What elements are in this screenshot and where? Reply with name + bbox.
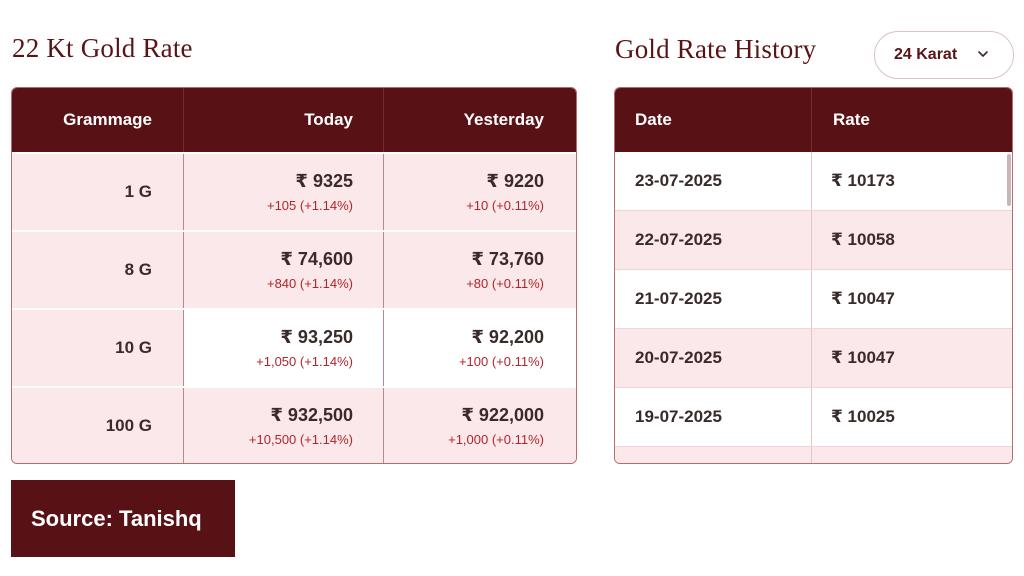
table-row [12,230,576,308]
history-rate-empty [812,447,1012,464]
history-header [615,88,1012,152]
today-change: +10,500 (+1.14%) [248,432,353,447]
today-price: ₹ 932,500 [270,405,353,425]
history-rate: ₹ 10047 [831,348,895,367]
grammage-cell: 10 G [12,310,184,386]
yesterday-price: ₹ 92,200 [471,327,544,347]
yesterday-change: +80 (+0.11%) [466,276,544,291]
history-date-empty [615,447,812,464]
today-change: +1,050 (+1.14%) [256,354,353,369]
today-price: ₹ 93,250 [280,327,353,347]
grammage-cell: 1 G [12,154,184,230]
yesterday-price: ₹ 9220 [486,171,544,191]
today-cell [184,154,384,230]
karat-dropdown[interactable] [874,31,1014,79]
history-row [615,152,1012,211]
chevron-down-icon [975,46,991,62]
rate-history-title: Gold Rate History [615,34,817,64]
yesterday-price: ₹ 922,000 [461,405,544,425]
history-rate: ₹ 10047 [831,289,895,308]
yesterday-change: +100 (+0.11%) [458,354,544,369]
source-badge: Source: Tanishq [11,480,235,557]
today-price: ₹ 74,600 [280,249,353,269]
history-date: 19-07-2025 [615,388,812,446]
history-date: 22-07-2025 [615,211,812,269]
yesterday-cell [384,232,576,308]
gold-rate-title: 22 Kt Gold Rate [12,33,193,63]
history-row [615,270,1012,329]
yesterday-cell [384,310,576,386]
today-cell [184,310,384,386]
yesterday-price: ₹ 73,760 [471,249,544,269]
scrollbar-thumb[interactable] [1007,154,1011,206]
history-date: 21-07-2025 [615,270,812,328]
today-change: +105 (+1.14%) [266,198,353,213]
header-grammage: Grammage [12,88,184,152]
history-date: 23-07-2025 [615,152,812,210]
history-row [615,211,1012,270]
header-today: Today [184,88,384,152]
rate-history-table[interactable] [614,87,1013,464]
history-rate: ₹ 10173 [831,171,895,190]
yesterday-cell [384,154,576,230]
table-row [12,308,576,386]
today-cell [184,388,384,464]
table-row [12,152,576,230]
gold-rate-table [11,87,577,464]
grammage-cell: 8 G [12,232,184,308]
history-rate: ₹ 10025 [831,407,895,426]
today-change: +840 (+1.14%) [266,276,353,291]
table-header [12,88,576,152]
yesterday-change: +1,000 (+0.11%) [448,432,544,447]
karat-dropdown-value: 24 Karat [894,46,958,63]
today-price: ₹ 9325 [295,171,353,191]
table-row [12,386,576,464]
header-rate: Rate [833,110,870,129]
history-row [615,329,1012,388]
header-date: Date [615,88,812,152]
today-cell [184,232,384,308]
yesterday-change: +10 (+0.11%) [466,198,544,213]
history-row-partial [615,447,1012,464]
header-yesterday: Yesterday [463,110,544,129]
history-date: 20-07-2025 [615,329,812,387]
history-rate: ₹ 10058 [831,230,895,249]
grammage-cell: 100 G [12,388,184,464]
yesterday-cell [384,388,576,464]
history-row [615,388,1012,447]
